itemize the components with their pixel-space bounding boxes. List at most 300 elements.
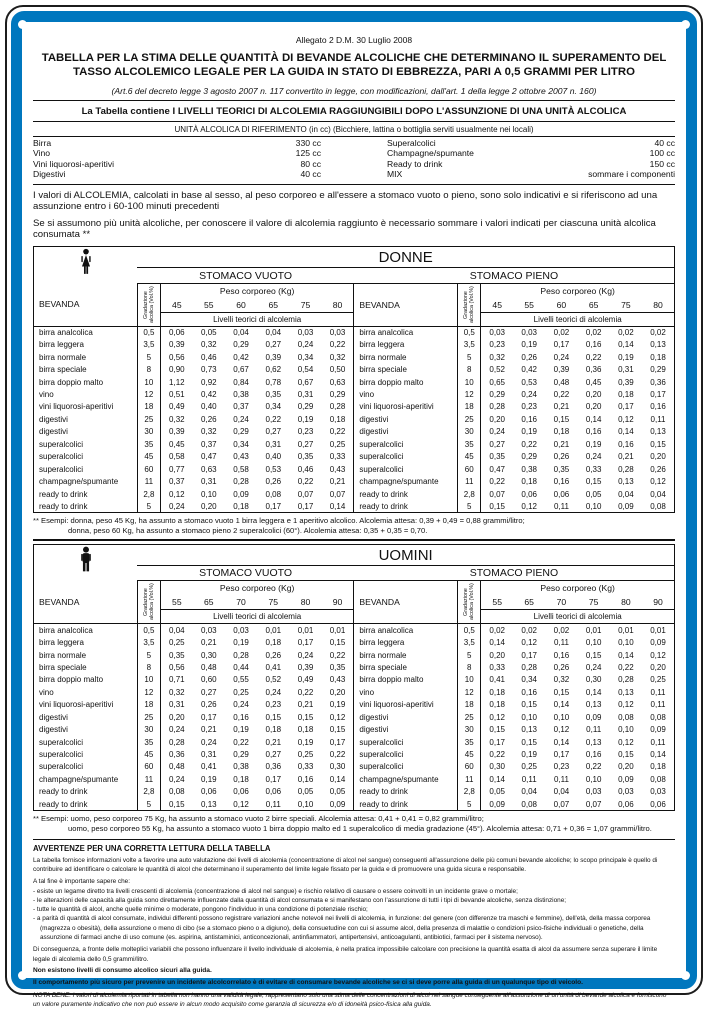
alcolemia-value: 0,20 xyxy=(585,390,602,400)
alcolemia-value: 0,16 xyxy=(297,774,314,784)
alcolemia-value: 0,18 xyxy=(618,390,634,400)
beverage-name: birra analcolica xyxy=(354,624,458,636)
alcolemia-value: 0,23 xyxy=(553,762,570,772)
avvertenze-paragraph: La tabella fornisce informazioni volte a favorire una auto valutazione dei livelli di alcolemia (concentrazione di alcol nel sangue) conseguenti all'assunzione delle più comuni bevande alcoliche; lo scopo principale è quello di contribuire ad identificare o calcolare le quantità di alcol che determinano il superamento del limite legale fissato per la guida e di promuovere una guida sicura e responsabile. xyxy=(33,856,658,873)
alcolemia-value: 0,14 xyxy=(585,414,602,424)
beverage-name: birra leggera xyxy=(39,340,84,350)
alcolemia-value: 0,09 xyxy=(618,774,634,784)
alcolemia-value: 0,44 xyxy=(233,662,249,672)
alcolemia-value: 0,47 xyxy=(201,452,217,462)
alcolemia-value: 0,04 xyxy=(265,328,282,338)
alcolemia-value: 0,02 xyxy=(521,625,537,635)
alcolemia-value: 0,10 xyxy=(585,774,602,784)
beverage-name: superalcolici xyxy=(39,762,84,772)
male-icon xyxy=(34,544,138,581)
alcolemia-value: 0,21 xyxy=(329,477,346,487)
alcolemia-value: 0,35 xyxy=(265,390,282,400)
alcolemia-value: 0,17 xyxy=(329,737,346,747)
alcolemia-value: 0,01 xyxy=(297,625,314,635)
alcolemia-value: 0,03 xyxy=(618,787,634,797)
alcolemia-value: 0,11 xyxy=(650,414,666,424)
weight-header: 65 xyxy=(588,299,599,310)
alcolemia-value: 0,17 xyxy=(650,390,666,400)
gradazione-value: 12 xyxy=(137,388,160,400)
alcolemia-value: 0,07 xyxy=(329,489,346,499)
stomaco-vuoto-header: STOMACO VUOTO xyxy=(137,566,354,581)
table-row xyxy=(34,326,675,338)
gradazione-value: 11 xyxy=(137,773,160,785)
alcolemia-value: 0,23 xyxy=(521,402,537,412)
alcolemia-value: 0,03 xyxy=(201,625,217,635)
alcolemia-value: 0,28 xyxy=(489,402,505,412)
alcolemia-value: 0,43 xyxy=(329,464,346,474)
alcolemia-value: 0,01 xyxy=(265,625,282,635)
alcolemia-value: 0,53 xyxy=(265,464,282,474)
alcolemia-value: 0,17 xyxy=(521,650,537,660)
table-row xyxy=(34,786,675,798)
alcolemia-value: 0,12 xyxy=(650,650,666,660)
table-row xyxy=(34,748,675,760)
female-icon xyxy=(34,247,138,284)
alcolemia-value: 0,18 xyxy=(489,700,505,710)
divider xyxy=(33,136,675,137)
beverage-name: ready to drink xyxy=(39,501,88,511)
table-row xyxy=(34,736,675,748)
gradazione-value: 60 xyxy=(458,761,481,773)
alcolemia-value: 0,21 xyxy=(201,638,217,648)
alcolemia-value: 0,04 xyxy=(521,787,537,797)
alcolemia-value: 0,22 xyxy=(521,439,537,449)
alcolemia-value: 0,27 xyxy=(265,750,282,759)
alcolemia-value: 0,35 xyxy=(329,662,346,672)
alcolemia-value: 0,32 xyxy=(201,340,217,350)
alcolemia-value: 0,16 xyxy=(618,439,634,449)
beverage-name: superalcolici xyxy=(39,439,84,449)
alcolemia-value: 0,14 xyxy=(650,750,666,759)
alcolemia-value: 0,58 xyxy=(233,464,249,474)
alcolemia-value: 0,09 xyxy=(650,638,666,648)
alcolemia-value: 0,22 xyxy=(329,340,346,350)
gradazione-value: 2,8 xyxy=(458,488,481,500)
table-row xyxy=(34,451,675,463)
alcolemia-value: 0,12 xyxy=(329,712,346,722)
alcolemia-value: 0,18 xyxy=(489,687,505,697)
gradazione-value: 45 xyxy=(458,451,481,463)
alcolemia-value: 0,24 xyxy=(201,737,217,747)
alcolemia-value: 0,39 xyxy=(297,662,314,672)
alcolemia-value: 0,20 xyxy=(489,650,505,660)
alcolemia-value: 0,15 xyxy=(618,750,634,759)
alcolemia-value: 0,37 xyxy=(201,439,217,449)
alcolemia-value: 0,39 xyxy=(169,340,185,350)
alcolemia-value: 0,03 xyxy=(521,328,537,338)
alcolemia-value: 0,34 xyxy=(265,402,282,412)
alcolemia-value: 0,29 xyxy=(650,365,666,375)
peso-corporeo-header: Peso corporeo (Kg) xyxy=(219,285,295,296)
alcolemia-value: 0,37 xyxy=(233,402,249,412)
weight-header: 55 xyxy=(524,299,534,310)
alcolemia-value: 0,11 xyxy=(650,737,666,747)
stomaco-pieno-header: STOMACO PIENO xyxy=(354,268,675,283)
alcolemia-value: 0,10 xyxy=(585,638,602,648)
divider xyxy=(33,100,675,101)
gradazione-value: 12 xyxy=(137,686,160,698)
uomini-footnote: ** Esempi: uomo, peso corporeo 75 Kg, ha assunto a stomaco vuoto 2 birre speciali. Alcolemia attesa: 0,41 + 0,41 = 0,82 grammi/litro; uomo, peso corporeo 55 Kg, ha assunto a stomaco vuoto 1 birra doppio malto ed 1 superalcolico di media gradazione (45°). Alcolemia attesa: 0,71 + 0,36 = 1,07 grammi/litro. xyxy=(33,813,652,833)
alcolemia-value: 0,02 xyxy=(585,328,602,338)
beverage-name: digestivi xyxy=(39,414,68,424)
alcolemia-value: 0,21 xyxy=(553,439,570,449)
beverage-name: champagne/spumante xyxy=(354,475,458,487)
alcolemia-value: 0,15 xyxy=(553,414,570,424)
alcolemia-value: 0,26 xyxy=(201,414,217,424)
beverage-name: vini liquorosi-aperitivi xyxy=(354,699,458,711)
alcolemia-value: 0,07 xyxy=(297,489,314,499)
avvertenze-bullet: - a parità di quantità di alcol consumate, individui differenti possono registrare variazioni anche notevoli nei livelli di alcolemia, in funzione: del genere (con differenze tra maschi e femmine), dell'età, della massa corporea (magrezza o obesità), della assunzione o meno di cibo (se a stomaco pieno o a digiuno), della consuetudine con cui si assume alcol, della presenza di malattie o condizioni psico-fisiche individuali o genetiche, della assunzione di farmaci anche di uso comune (es. aspirina, antistaminici, anticoncezionali, antinfiammatori, antipertensivi, anticoagulanti, antibiotici, farmaci per il sistema nervoso). xyxy=(33,914,675,942)
alcolemia-value: 0,53 xyxy=(521,377,537,387)
weight-header: 55 xyxy=(204,299,214,310)
alcolemia-value: 0,12 xyxy=(553,725,570,735)
beverage-name: birra doppio malto xyxy=(354,674,458,686)
alcolemia-value: 0,17 xyxy=(297,638,314,648)
alcolemia-value: 0,15 xyxy=(521,737,537,747)
avvertenze-bullet: - le alterazioni delle capacità alla guida sono direttamente influenzate dalla quantità di alcol consumata e si manifestano con l'assunzione di tutti i tipi di bevande alcoliche, senza distinzione; xyxy=(33,896,675,905)
alcolemia-value: 0,19 xyxy=(521,340,537,350)
weight-header: 70 xyxy=(556,597,567,608)
alcolemia-value: 0,04 xyxy=(650,489,666,499)
alcolemia-value: 0,38 xyxy=(233,762,249,772)
peso-corporeo-header: Peso corporeo (Kg) xyxy=(540,285,615,296)
alcolemia-value: 0,03 xyxy=(297,328,314,338)
unit-value: 40 cc xyxy=(654,137,675,148)
alcolemia-value: 0,19 xyxy=(297,737,314,747)
table-row xyxy=(34,636,675,648)
avvertenze-lead: A tal fine è importante sapere che: xyxy=(33,878,130,886)
gradazione-value: 25 xyxy=(137,413,160,425)
alcolemia-value: 0,22 xyxy=(297,687,314,697)
alcolemia-value: 0,14 xyxy=(489,774,505,784)
beverage-name: birra speciale xyxy=(354,363,458,375)
beverage-name: digestivi xyxy=(39,725,68,735)
alcolemia-value: 0,14 xyxy=(553,737,570,747)
alcolemia-value: 0,12 xyxy=(233,799,249,809)
beverage-name: birra analcolica xyxy=(354,326,458,338)
gradazione-value: 30 xyxy=(137,426,160,438)
livelli-header: Livelli teorici di alcolemia xyxy=(481,610,675,624)
beverage-name: vino xyxy=(39,390,54,400)
alcolemia-value: 0,39 xyxy=(553,365,570,375)
alcolemia-value: 0,43 xyxy=(329,675,346,685)
alcolemia-value: 0,24 xyxy=(585,662,602,672)
alcolemia-value: 0,78 xyxy=(265,377,282,387)
alcolemia-value: 0,12 xyxy=(650,477,666,487)
alcolemia-value: 0,14 xyxy=(618,340,634,350)
alcolemia-value: 0,11 xyxy=(586,725,602,735)
beverage-name: superalcolici xyxy=(39,452,84,462)
alcolemia-value: 0,18 xyxy=(650,762,666,772)
beverage-name: birra speciale xyxy=(39,662,87,672)
gradazione-value: 35 xyxy=(137,438,160,450)
alcolemia-value: 0,13 xyxy=(618,477,634,487)
alcolemia-value: 0,11 xyxy=(521,774,537,784)
beverage-name: birra normale xyxy=(354,649,458,661)
table-row xyxy=(34,674,675,686)
alcolemia-value: 0,14 xyxy=(553,700,570,710)
alcolemia-value: 0,15 xyxy=(265,712,282,722)
table-row xyxy=(34,581,675,596)
alcolemia-value: 0,32 xyxy=(201,427,217,437)
beverage-name: superalcolici xyxy=(354,736,458,748)
alcolemia-value: 0,49 xyxy=(297,675,314,685)
alcolemia-value: 0,05 xyxy=(201,328,217,338)
beverage-name: vini liquorosi-aperitivi xyxy=(354,401,458,413)
alcolemia-value: 0,25 xyxy=(297,750,314,759)
alcolemia-value: 0,16 xyxy=(585,427,602,437)
alcolemia-value: 0,34 xyxy=(521,675,537,685)
gradazione-value: 60 xyxy=(137,463,160,475)
alcolemia-value: 0,08 xyxy=(650,712,666,722)
alcolemia-value: 0,03 xyxy=(585,787,602,797)
beverage-name: vino xyxy=(354,388,458,400)
table-row xyxy=(34,699,675,711)
unit-row xyxy=(33,138,321,149)
alcolemia-value: 0,30 xyxy=(329,762,346,772)
alcolemia-value: 0,01 xyxy=(585,625,602,635)
weight-header: 65 xyxy=(524,597,534,608)
alcolemia-value: 0,04 xyxy=(618,489,634,499)
gradazione-value: 18 xyxy=(458,699,481,711)
table-row xyxy=(34,463,675,475)
unit-value: sommare i componenti xyxy=(588,169,675,180)
weight-header: 80 xyxy=(653,299,663,310)
unit-row xyxy=(387,159,675,170)
uomini-table xyxy=(33,544,675,811)
alcolemia-value: 0,10 xyxy=(521,712,537,722)
alcolemia-value: 0,08 xyxy=(618,712,634,722)
alcolemia-value: 0,29 xyxy=(297,402,314,412)
gradazione-value: 60 xyxy=(458,463,481,475)
gradazione-value: 45 xyxy=(137,451,160,463)
beverage-name: digestivi xyxy=(354,426,458,438)
alcolemia-value: 0,27 xyxy=(201,687,217,697)
alcolemia-value: 0,08 xyxy=(650,501,666,511)
gradazione-value: 5 xyxy=(137,649,160,661)
alcolemia-value: 0,51 xyxy=(169,390,185,400)
alcolemia-value: 0,24 xyxy=(489,427,505,437)
alcolemia-value: 0,49 xyxy=(169,402,185,412)
alcolemia-value: 0,54 xyxy=(297,365,314,375)
weight-header: 80 xyxy=(300,597,311,608)
beverage-name: birra doppio malto xyxy=(39,675,104,685)
alcolemia-value: 0,52 xyxy=(489,365,505,375)
alcolemia-value: 0,04 xyxy=(169,625,185,635)
alcolemia-value: 0,05 xyxy=(329,787,346,797)
alcolemia-value: 0,03 xyxy=(489,328,505,338)
alcolemia-value: 0,10 xyxy=(618,638,634,648)
alcolemia-value: 0,13 xyxy=(650,340,666,350)
alcolemia-value: 0,02 xyxy=(618,328,634,338)
alcolemia-value: 0,13 xyxy=(650,427,666,437)
avvertenze-heading: AVVERTENZE PER UNA CORRETTA LETTURA DELLA TABELLA xyxy=(33,843,271,853)
alcolemia-value: 0,35 xyxy=(553,464,570,474)
units-right-column xyxy=(327,138,675,180)
unit-row xyxy=(33,148,321,159)
alcolemia-value: 0,65 xyxy=(489,377,505,387)
gradazione-value: 5 xyxy=(458,351,481,363)
gradazione-value: 3,5 xyxy=(458,339,481,351)
beverage-name: birra leggera xyxy=(354,636,458,648)
beverage-name: birra speciale xyxy=(39,365,87,375)
gradazione-header: Gradazione alcolica (Vol.%) xyxy=(137,581,160,624)
bevanda-header: BEVANDA xyxy=(354,581,458,624)
alcolemia-value: 0,22 xyxy=(553,390,570,400)
alcolemia-value: 0,08 xyxy=(521,799,537,809)
livelli-header: Livelli teorici di alcolemia xyxy=(160,312,353,326)
table-row xyxy=(34,283,675,298)
alcolemia-value: 0,05 xyxy=(489,787,505,797)
alcolemia-value: 0,15 xyxy=(489,725,505,735)
alcolemia-value: 0,07 xyxy=(553,799,570,809)
alcolemia-value: 0,21 xyxy=(265,737,282,747)
table-row xyxy=(34,798,675,810)
unit-name: Vino xyxy=(33,148,51,159)
table-row xyxy=(34,438,675,450)
alcolemia-value: 0,12 xyxy=(618,700,634,710)
table-row xyxy=(34,488,675,500)
alcolemia-value: 0,08 xyxy=(169,787,185,797)
alcolemia-value: 0,30 xyxy=(201,650,217,660)
beverage-name: birra leggera xyxy=(39,638,84,648)
gradazione-value: 2,8 xyxy=(137,488,160,500)
gradazione-value: 12 xyxy=(458,388,481,400)
alcolemia-value: 0,20 xyxy=(650,662,666,672)
table-row xyxy=(34,500,675,512)
beverage-name: vino xyxy=(39,687,54,697)
alcolemia-value: 0,29 xyxy=(521,452,537,462)
alcolemia-value: 0,55 xyxy=(233,675,249,685)
beverage-name: digestivi xyxy=(354,413,458,425)
alcolemia-value: 0,22 xyxy=(265,414,282,424)
beverage-name: digestivi xyxy=(39,712,68,722)
gradazione-value: 8 xyxy=(458,661,481,673)
alcolemia-value: 0,41 xyxy=(201,762,217,772)
rivet-icon xyxy=(18,971,27,980)
gradazione-value: 10 xyxy=(458,674,481,686)
beverage-name: superalcolici xyxy=(354,761,458,773)
alcolemia-value: 0,11 xyxy=(553,638,569,648)
weight-header: 70 xyxy=(236,597,246,608)
alcolemia-value: 0,04 xyxy=(233,328,249,338)
alcolemia-value: 0,18 xyxy=(233,774,249,784)
alcolemia-value: 0,22 xyxy=(585,762,602,772)
alcolemia-value: 0,11 xyxy=(650,700,666,710)
table-row xyxy=(34,686,675,698)
avvertenze-bullet: - esiste un legame diretto tra livelli crescenti di alcolemia (concentrazione di alcol nel sangue) e rischio relativo di causare o essere coinvolti in un incidente grave o mortale; xyxy=(33,887,675,896)
gradazione-value: 10 xyxy=(137,674,160,686)
alcolemia-value: 0,06 xyxy=(553,489,570,499)
unit-name: Champagne/spumante xyxy=(387,148,474,159)
alcolemia-value: 0,63 xyxy=(329,377,346,387)
alcolemia-value: 0,31 xyxy=(201,477,217,487)
nota-bene: NOTA BENE: i valori di alcolemia riportati in tabella non hanno una validità legale, rappresentano solo una stima delle concentrazioni di alcol nel sangue conseguente all'assunzione di un'unità di bevande alcolica e forniscono un valore puramente indicativo che non può essere in alcun modo acquisito come garanzia di sicurezza e/o di idoneità psico-fisica alla guida. xyxy=(33,991,667,1009)
alcolemia-value: 0,46 xyxy=(201,352,217,362)
unit-row xyxy=(387,169,675,180)
gradazione-value: 30 xyxy=(137,723,160,735)
alcolemia-value: 0,40 xyxy=(201,402,217,412)
alcolemia-value: 0,28 xyxy=(329,402,346,412)
unit-value: 125 cc xyxy=(295,148,321,159)
alcolemia-value: 0,24 xyxy=(553,352,570,362)
gradazione-value: 8 xyxy=(137,363,160,375)
alcolemia-value: 0,03 xyxy=(233,625,249,635)
alcolemia-value: 0,19 xyxy=(618,352,634,362)
unit-name: Superalcolici xyxy=(387,137,436,148)
alcolemia-value: 0,31 xyxy=(618,365,634,375)
weight-header: 80 xyxy=(621,597,631,608)
alcolemia-value: 0,22 xyxy=(585,352,602,362)
alcolemia-value: 0,67 xyxy=(233,365,249,375)
gradazione-value: 8 xyxy=(137,661,160,673)
beverage-name: birra doppio malto xyxy=(354,376,458,388)
alcolemia-value: 0,08 xyxy=(650,774,666,784)
unit-row xyxy=(33,169,321,180)
alcolemia-value: 0,71 xyxy=(169,675,185,685)
alcolemia-value: 0,21 xyxy=(201,725,217,735)
alcolemia-value: 0,22 xyxy=(489,750,505,759)
alcolemia-value: 0,20 xyxy=(201,501,217,511)
weight-header: 45 xyxy=(172,299,182,310)
alcolemia-value: 0,24 xyxy=(297,340,314,350)
alcolemia-value: 0,58 xyxy=(169,452,185,462)
alcolemia-value: 0,33 xyxy=(329,452,346,462)
unit-row xyxy=(387,138,675,149)
alcolemia-value: 0,09 xyxy=(329,799,346,809)
alcolemia-value: 0,20 xyxy=(329,687,346,697)
gradazione-value: 11 xyxy=(458,773,481,785)
unit-value: 330 cc xyxy=(295,137,321,148)
alcolemia-value: 0,26 xyxy=(553,452,570,462)
alcolemia-value: 0,16 xyxy=(650,402,666,412)
table-row xyxy=(34,475,675,487)
bevanda-header: BEVANDA xyxy=(354,283,458,326)
allegato-label: Allegato 2 D.M. 30 Luglio 2008 xyxy=(295,35,413,45)
alcolemia-value: 0,39 xyxy=(169,427,185,437)
alcolemia-value: 0,20 xyxy=(489,414,505,424)
alcolemia-value: 0,19 xyxy=(521,750,537,759)
alcolemia-value: 0,24 xyxy=(169,501,185,511)
weight-header: 65 xyxy=(268,299,279,310)
alcolemia-value: 0,09 xyxy=(233,489,249,499)
intro-paragraph-2: Se si assumono più unità alcoliche, per conoscere il valore di alcolemia raggiunto è necessario sommare i valori indicati per ciascuna unità alcolica consumata ** xyxy=(33,217,656,240)
alcolemia-value: 0,19 xyxy=(585,439,602,449)
alcolemia-value: 0,22 xyxy=(618,662,634,672)
gradazione-value: 12 xyxy=(458,686,481,698)
alcolemia-value: 0,10 xyxy=(297,799,314,809)
alcolemia-value: 0,24 xyxy=(585,452,602,462)
gradazione-value: 11 xyxy=(137,475,160,487)
gender-title: UOMINI xyxy=(137,544,674,565)
beverage-name: birra normale xyxy=(39,352,87,362)
alcolemia-value: 0,33 xyxy=(585,464,602,474)
beverage-name: superalcolici xyxy=(39,737,84,747)
alcolemia-value: 0,16 xyxy=(585,750,602,759)
alcolemia-value: 0,42 xyxy=(233,352,249,362)
alcolemia-value: 0,17 xyxy=(553,340,570,350)
alcolemia-value: 0,15 xyxy=(585,477,602,487)
unit-name: MIX xyxy=(387,169,403,180)
alcolemia-value: 0,13 xyxy=(201,799,217,809)
beverage-name: birra analcolica xyxy=(39,625,93,635)
weight-header: 75 xyxy=(268,597,279,608)
